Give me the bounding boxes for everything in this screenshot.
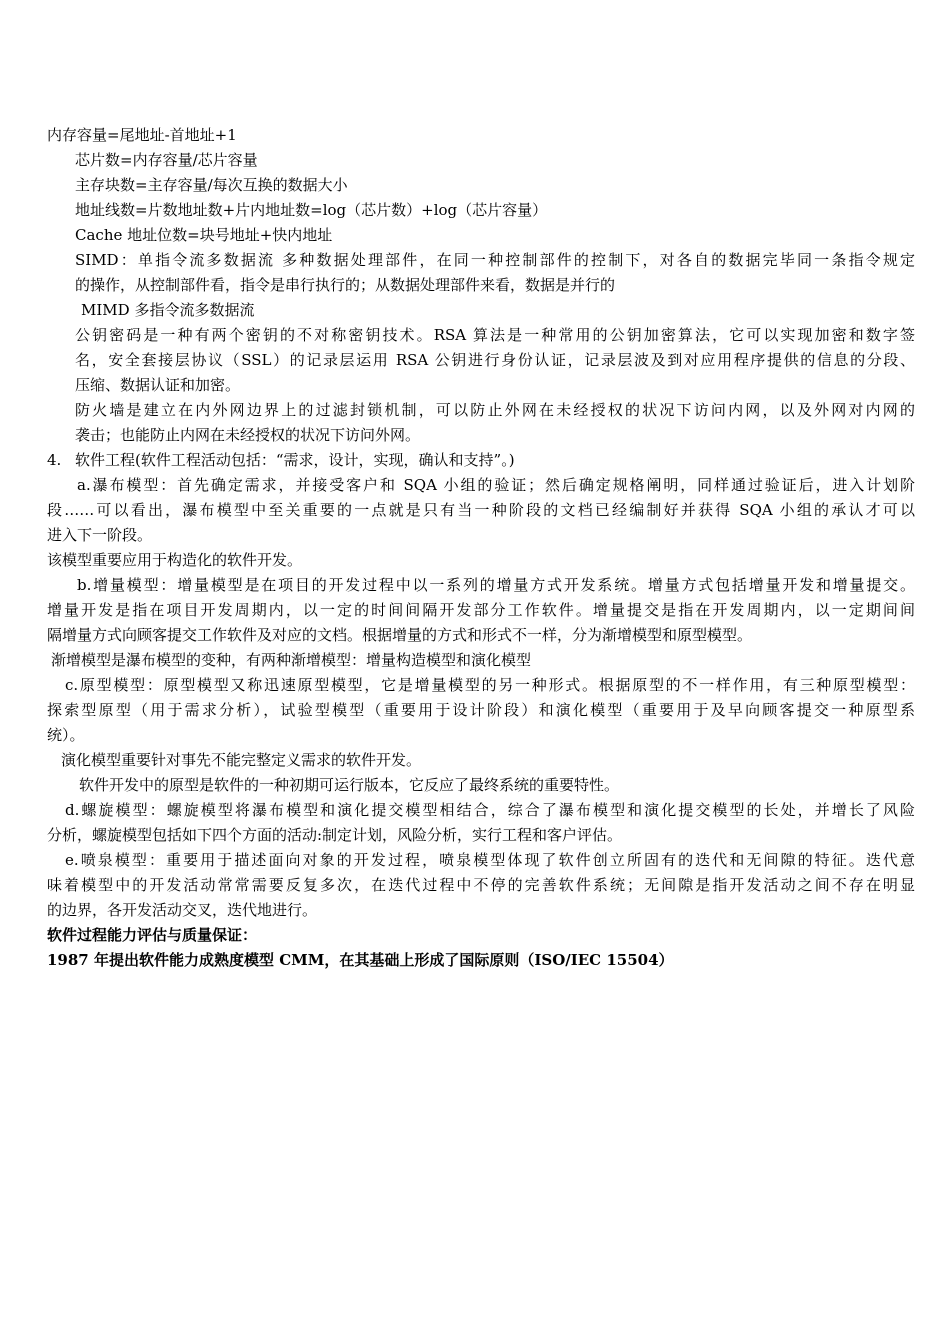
text-line: 进入下一阶段。 — [47, 526, 153, 544]
text-line: 隔增量方式向顾客提交工作软件及对应的文档。根据增量的方式和形式不一样，分为渐增模型和原型模型。 — [47, 626, 753, 644]
text-line: 软件开发中的原型是软件的一种初期可运行版本，它反应了最终系统的重要特性。 — [79, 776, 620, 794]
text-line: 分析，螺旋模型包括如下四个方面的活动:制定计划，风险分析，实行工程和客户评估。 — [47, 826, 623, 844]
numbered-heading — [47, 448, 915, 473]
text-line: 袭击；也能防止内网在未经授权的状况下访问外网。 — [75, 426, 421, 444]
text-line: 的边界，各开发活动交叉，迭代地进行。 — [47, 901, 318, 919]
text-line: 主存块数=主存容量/每次互换的数据大小 — [75, 176, 348, 194]
text-line: e.喷泉模型：重要用于描述面向对象的开发过程，喷泉模型体现了软件创立所固有的迭代和无间隙的特征。迭代意 — [65, 851, 915, 869]
text-line: 统）。 — [47, 726, 85, 744]
text-line: c.原型模型：原型模型又称迅速原型模型，它是增量模型的另一种形式。根据原型的不一样作用，有三种原型模型： — [65, 676, 915, 694]
text-line: 味着模型中的开发活动常常需要反复多次，在迭代过程中不停的完善软件系统；无间隙是指开发活动之间不存在明显 — [47, 876, 915, 894]
section-heading: 1987 年提出软件能力成熟度模型 CMM，在其基础上形成了国际原则（ISO/IEC 15504） — [47, 951, 674, 969]
item-number: 4. — [47, 451, 62, 469]
text-line: a.瀑布模型：首先确定需求，并接受客户和 SQA 小组的验证；然后确定规格阐明，同样通过验证后，进入计划阶 — [77, 476, 915, 494]
text-line: 芯片数=内存容量/芯片容量 — [75, 151, 258, 169]
text-line: 名，安全套接层协议（SSL）的记录层运用 RSA 公钥进行身份认证，记录层波及到对应用程序提供的信息的分段、 — [75, 351, 915, 369]
text-line: 压缩、数据认证和加密。 — [75, 376, 241, 394]
text-line: b.增量模型：增量模型是在项目的开发过程中以一系列的增量方式开发系统。增量方式包括增量开发和增量提交。 — [77, 576, 915, 594]
text-line: 地址线数=片数地址数+片内地址数=log（芯片数）+log（芯片容量） — [75, 201, 548, 219]
heading-text: 软件工程(软件工程活动包括：“需求，设计，实现，确认和支持”。) — [75, 451, 515, 469]
text-line: 公钥密码是一种有两个密钥的不对称密钥技术。RSA 算法是一种常用的公钥加密算法，它可以实现加密和数字签 — [75, 326, 915, 344]
text-line: 段……可以看出，瀑布模型中至关重要的一点就是只有当一种阶段的文档已经编制好并获得 SQA 小组的承认才可以 — [47, 501, 915, 519]
text-line: Cache 地址位数=块号地址+快内地址 — [75, 226, 333, 244]
text-line: SIMD：单指令流多数据流 多种数据处理部件，在同一种控制部件的控制下，对各自的数据完毕同一条指令规定 — [75, 251, 915, 269]
section-heading: 软件过程能力评估与质量保证： — [47, 926, 258, 944]
text-line: 的操作，从控制部件看，指令是串行执行的；从数据处理部件来看，数据是并行的 — [75, 276, 616, 294]
text-line: 内存容量=尾地址-首地址+1 — [47, 126, 237, 144]
text-line: 探索型原型（用于需求分析），试验型模型（重要用于设计阶段）和演化模型（重要用于及早向顾客提交一种原型系 — [47, 701, 915, 719]
document-page — [47, 123, 915, 973]
text-line: 该模型重要应用于构造化的软件开发。 — [47, 551, 303, 569]
text-line: MIMD 多指令流多数据流 — [81, 301, 255, 319]
text-line: 演化模型重要针对事先不能完整定义需求的软件开发。 — [61, 751, 422, 769]
text-line: 渐增模型是瀑布模型的变种，有两种渐增模型：增量构造模型和演化模型 — [51, 651, 532, 669]
text-line: d.螺旋模型：螺旋模型将瀑布模型和演化提交模型相结合，综合了瀑布模型和演化提交模型的长处，并增长了风险 — [65, 801, 915, 819]
text-line: 防火墙是建立在内外网边界上的过滤封锁机制，可以防止外网在未经授权的状况下访问内网，以及外网对内网的 — [75, 401, 915, 419]
text-line: 增量开发是指在项目开发周期内，以一定的时间间隔开发部分工作软件。增量提交是指在开发周期内，以一定期间间 — [47, 601, 915, 619]
